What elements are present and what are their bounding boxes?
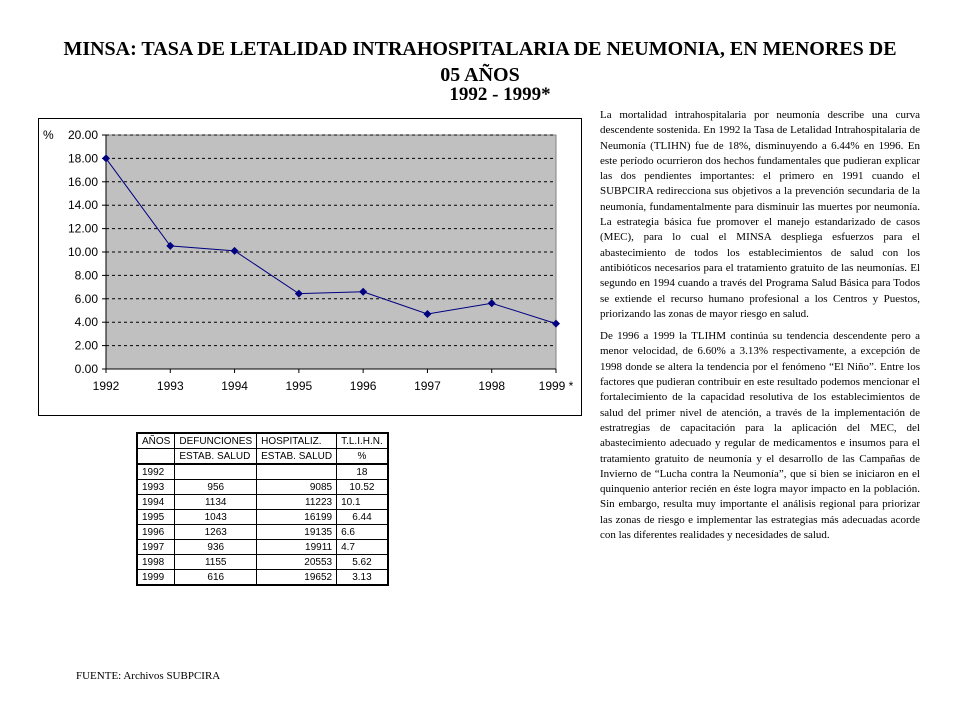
table-cell: 11223 [257,495,337,510]
x-tick-label: 1992 [92,379,120,393]
table-cell: 3.13 [337,570,388,586]
paragraph: La mortalidad intrahospitalaria por neumonía describe una curva descendente sostenida. En 1992 la Tasa de Letalidad Intrahospitalaria de Neumonía (TLIHN) fue de 18%, disminuyendo a 6.44% en 1996. En este período ocurrieron dos hechos fundamentales que pudieran explicar las dos pendientes importantes: el primero en 1991 cuando el SUBPCIRA redirecciona sus objetivos a la prevención secundaria de la neumonía, fundamentalmente para disminuir las muertes por neumonía. La estrategia básica fue promover el manejo estandarizado de casos (MEC), para lo cual el MINSA despliega esfuerzos para el abastecimiento de todos los establecimientos de salud con los antibióticos necesarios para el tratamiento gratuito de las neumonías. El segundo en 1994 cuando a través del Programa Salud Básica para Todos se extiende el recurso humano profesional a los Centros y Puestos, priorizando las zonas de mayor riesgo en salud. [600,109,920,320]
table-cell: 1996 [137,525,175,540]
analysis-text [600,108,920,550]
x-tick-label: 1993 [156,379,184,393]
table-header-cell: HOSPITALIZ. [257,433,337,449]
y-tick-label: 18.00 [67,151,98,166]
table-cell: 5.62 [337,555,388,570]
table-cell: 19652 [257,570,337,586]
x-tick-label: 1996 [349,379,377,393]
table-cell: 1995 [137,510,175,525]
table-cell: 16199 [257,510,337,525]
x-tick-label: 1995 [285,379,313,393]
table-header-row [137,433,388,449]
table-cell: 1997 [137,540,175,555]
line-chart [39,119,581,415]
table-cell: 936 [175,540,257,555]
page-title: MINSA: TASA DE LETALIDAD INTRAHOSPITALARIA DE NEUMONIA, EN MENORES DE 05 AÑOS [63,38,897,86]
table-header-cell: ESTAB. SALUD [175,449,257,465]
table-cell: 616 [175,570,257,586]
table-cell: 10.1 [337,495,388,510]
y-tick-label: 6.00 [74,291,98,306]
page-subtitle: 1992 - 1999* [449,84,551,105]
table-header-cell: AÑOS [137,433,175,449]
table-cell: 9085 [257,480,337,495]
table-row [137,555,388,570]
table-row [137,540,388,555]
x-tick-label: 1997 [414,379,441,393]
data-table [136,432,389,586]
y-tick-label: 0.00 [74,362,98,376]
table-row [137,510,388,525]
table-cell: 1994 [137,495,175,510]
table-row [137,525,388,540]
table-cell: 1134 [175,495,257,510]
y-tick-label: 14.00 [67,198,98,213]
table-cell: 1993 [137,480,175,495]
table-cell: 1263 [175,525,257,540]
table-cell: 20553 [257,555,337,570]
table-cell: 1155 [175,555,257,570]
x-tick-label: 1994 [221,379,248,393]
x-tick-label: 1999 * [538,379,574,393]
paragraph: De 1996 a 1999 la TLIHM continúa su tendencia descendente pero a menor velocidad, de 6.60% a 3.13% respectivamente, a excepción de 1998 donde se altera la tendencia por el fenómeno “El Niño”. Entre los factores que pudieran contribuir en este resultado podemos mencionar el fortalecimiento de la capacidad resolutiva de los establecimientos de salud del primer nivel de atención, a través de la implementación de estratregias de capacitación para la aplicación del MEC, del abastecimiento adecuado y regular de medicamentos e insumos para el tratamiento gratuito de neumonía y el desarrollo de las Campañas de Invierno de “Lucha contra la Neumonía”, que si bien se iniciaron en el quinquenio anterior recién en éste logra mayor impacto en la población. Sin embargo, resulta muy importante el análisis regional para priorizar las zonas de riesgo e implementar las estrategias más adecuadas acorde con las diferentes realidades y necesidades de salud. [600,330,920,542]
chart-container [38,118,582,416]
y-axis-label: % [43,128,54,142]
table-cell: 4.7 [337,540,388,555]
table-cell: 10.52 [337,480,388,495]
y-tick-label: 16.00 [67,174,98,189]
table-header-cell: DEFUNCIONES [175,433,257,449]
table-cell: 1999 [137,570,175,586]
y-tick-label: 4.00 [74,315,98,330]
y-tick-label: 2.00 [74,338,98,353]
source-note: FUENTE: Archivos SUBPCIRA [76,670,221,682]
table-row [137,480,388,495]
table-cell: 18 [337,464,388,480]
table-cell [257,464,337,480]
table-header-cell: ESTAB. SALUD [257,449,337,465]
table-cell: 1043 [175,510,257,525]
table-cell: 19911 [257,540,337,555]
table-cell: 6.44 [337,510,388,525]
y-tick-label: 12.00 [67,221,98,236]
table-cell: 6.6 [337,525,388,540]
x-tick-label: 1998 [478,379,506,393]
table-row [137,570,388,586]
table-cell: 956 [175,480,257,495]
table-header-cell [137,449,175,465]
y-tick-label: 8.00 [74,268,98,283]
table-row [137,495,388,510]
y-tick-label: 10.00 [67,245,98,259]
table-header-row [137,449,388,465]
table-cell: 19135 [257,525,337,540]
table-header-cell: T.L.I.H.N. [337,433,388,449]
table-cell: 1992 [137,464,175,480]
table-cell: 1998 [137,555,175,570]
table-row [137,464,388,480]
table-cell [175,464,257,480]
table-header-cell: % [337,449,388,465]
y-tick-label: 20.00 [67,128,98,142]
